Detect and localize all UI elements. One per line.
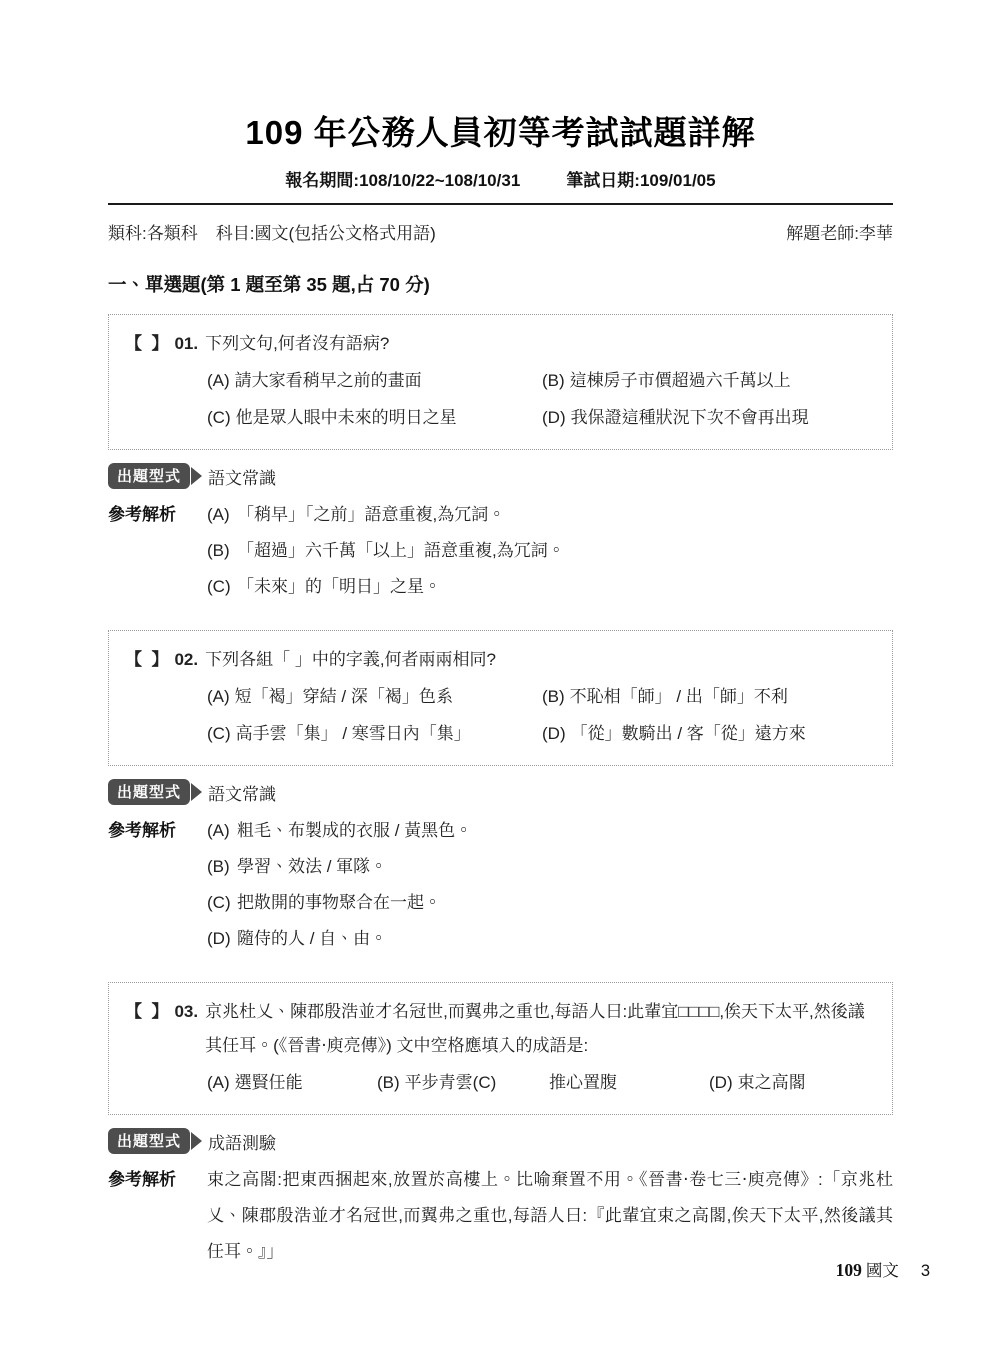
- arrow-right-icon: [191, 783, 202, 801]
- option-text: 不恥相「師」 / 出「師」不利: [569, 687, 788, 707]
- analysis-line: [207, 885, 893, 921]
- analysis-line: [207, 533, 893, 569]
- question-type-row: [108, 463, 893, 489]
- analysis-block: [108, 813, 893, 957]
- option-text: 「從」數騎出 / 客「從」遠方來: [570, 724, 806, 744]
- option-label: (D): [709, 1073, 733, 1093]
- option-label: (C): [207, 724, 231, 744]
- question-stem-row: [125, 995, 878, 1063]
- option-a: [207, 1066, 377, 1100]
- footer-year: 109: [835, 1260, 862, 1280]
- option-c: [544, 1066, 709, 1100]
- option-text: 請大家看稍早之前的畫面: [234, 371, 422, 391]
- analysis-text: 「稍早」「之前」語意重複,為冗詞。: [237, 505, 506, 525]
- option-d: [709, 1066, 878, 1100]
- question-number: 03.: [174, 1002, 199, 1022]
- exam-subject: 科目:國文(包括公文格式用語): [215, 224, 436, 244]
- option-label: (B): [207, 857, 230, 877]
- option-text: 這棟房子市價超過六千萬以上: [569, 371, 791, 391]
- option-label: (A): [207, 821, 230, 841]
- type-badge: 出題型式: [108, 779, 190, 805]
- analysis-line: [207, 569, 893, 605]
- analysis-text: 隨侍的人 / 自、由。: [237, 929, 388, 949]
- analysis-text: 粗毛、布製成的衣服 / 黃黑色。: [237, 821, 473, 841]
- option-text: 高手雲「集」 / 寒雪日內「集」: [235, 724, 471, 744]
- option-label: (B): [542, 371, 565, 391]
- question-stem: 下列各組「 」中的字義,何者兩兩相同?: [205, 650, 496, 670]
- option-c: [207, 401, 542, 435]
- section-heading: 一、單選題(第 1 題至第 35 題,占 70 分): [108, 274, 430, 296]
- option-label: (A): [207, 505, 230, 525]
- type-badge: 出題型式: [108, 1128, 190, 1154]
- analysis-line: [207, 921, 893, 957]
- question-type: 語文常識: [208, 784, 277, 804]
- option-text: 他是眾人眼中未來的明日之星: [235, 408, 457, 428]
- analysis-block: [108, 497, 893, 605]
- exam-meta-row: [108, 219, 893, 244]
- type-badge: 出題型式: [108, 463, 190, 489]
- question-type: 語文常識: [208, 468, 277, 488]
- question-number: 01.: [174, 334, 199, 354]
- question-type-row: [108, 1128, 893, 1154]
- option-label: (D): [542, 724, 566, 744]
- option-d: [542, 401, 878, 435]
- analysis-label: 參考解析: [108, 821, 176, 841]
- analysis-text: 「未來」的「明日」之星。: [237, 577, 441, 597]
- option-d: [542, 717, 878, 751]
- option-label: (B): [207, 541, 230, 561]
- option-text: 選賢任能: [234, 1073, 303, 1093]
- analysis-line: [207, 813, 893, 849]
- exam-category-subject: [108, 219, 436, 244]
- option-label: (D): [542, 408, 566, 428]
- option-text: 平步青雲(C): [404, 1073, 497, 1093]
- question-type-row: [108, 779, 893, 805]
- analysis-text: 「超過」六千萬「以上」語意重複,為冗詞。: [237, 541, 565, 561]
- page-footer: [836, 1257, 930, 1281]
- option-label: (C): [207, 893, 231, 913]
- option-label: (A): [207, 371, 230, 391]
- option-a: [207, 680, 542, 714]
- question-stem: 下列文句,何者沒有語病?: [205, 334, 390, 354]
- analysis-text: 把散開的事物聚合在一起。: [237, 893, 441, 913]
- arrow-right-icon: [191, 1132, 202, 1150]
- question-number: 02.: [174, 650, 199, 670]
- option-label: (A): [207, 1073, 230, 1093]
- analysis-line: [207, 849, 893, 885]
- exam-dates-row: [108, 166, 893, 191]
- analysis-body: [207, 497, 893, 605]
- analysis-body: [207, 813, 893, 957]
- analysis-line: [207, 497, 893, 533]
- exam-date: 筆試日期:109/01/05: [566, 171, 716, 191]
- exam-category: 類科:各類科: [108, 224, 198, 244]
- answer-bracket: 【 】: [125, 1002, 169, 1022]
- option-b: [542, 680, 878, 714]
- question-box-01: [108, 314, 893, 450]
- answer-bracket: 【 】: [125, 334, 169, 354]
- footer-page-number: 3: [920, 1262, 930, 1280]
- option-label: (C): [207, 577, 231, 597]
- option-text: 推心置腹: [549, 1073, 617, 1093]
- solution-teacher: 解題老師:李華: [786, 224, 893, 244]
- options-grid: [207, 364, 878, 435]
- analysis-text: 學習、效法 / 軍隊。: [237, 857, 388, 877]
- question-type: 成語測驗: [208, 1133, 277, 1153]
- options-grid: [207, 680, 878, 751]
- header-divider: [108, 203, 893, 205]
- footer-subject: 國文: [865, 1262, 899, 1280]
- arrow-right-icon: [191, 467, 202, 485]
- option-label: (B): [377, 1073, 400, 1093]
- registration-period: 報名期間:108/10/22~108/10/31: [285, 171, 521, 191]
- question-stem-row: [125, 327, 878, 361]
- options-row: [207, 1066, 878, 1100]
- answer-bracket: 【 】: [125, 650, 169, 670]
- question-stem-row: [125, 643, 878, 677]
- option-label: (C): [207, 408, 231, 428]
- analysis-label: 參考解析: [108, 1170, 176, 1190]
- page-title: 109 年公務人員初等考試試題詳解: [245, 114, 756, 151]
- question-box-02: [108, 630, 893, 766]
- option-text: 短「褐」穿結 / 深「褐」色系: [234, 687, 453, 707]
- option-b: [542, 364, 878, 398]
- option-a: [207, 364, 542, 398]
- option-text: 我保證這種狀況下次不會再出現: [570, 408, 809, 428]
- question-stem: 京兆杜乂、陳郡殷浩並才名冠世,而翼弗之重也,每語人曰:此輩宜□□□□,俟天下太平,然後議其任耳。(《晉書‧庾亮傳》) 文中空格應填入的成語是:: [205, 1002, 865, 1056]
- analysis-label: 參考解析: [108, 505, 176, 525]
- option-b: [377, 1066, 544, 1100]
- option-label: (A): [207, 687, 230, 707]
- option-c: [207, 717, 542, 751]
- option-label: (D): [207, 929, 231, 949]
- analysis-block: [108, 1162, 893, 1270]
- option-label: (B): [542, 687, 565, 707]
- option-text: 束之高閣: [737, 1073, 806, 1093]
- question-box-03: [108, 982, 893, 1115]
- analysis-paragraph: 束之高閣:把東西捆起來,放置於高樓上。比喻棄置不用。《晉書‧卷七三‧庾亮傳》:「京兆杜乂、陳郡殷浩並才名冠世,而翼弗之重也,每語人曰:『此輩宜束之高閣,俟天下太平,然後議其任耳。』」: [207, 1170, 893, 1262]
